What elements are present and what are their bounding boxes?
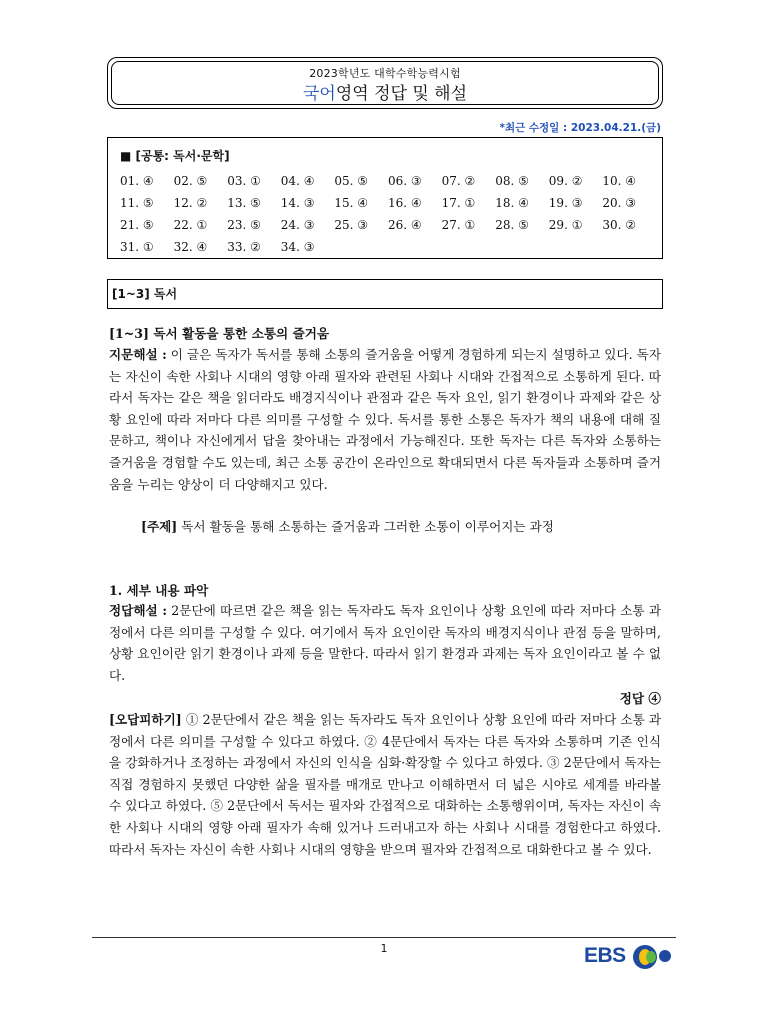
ebs-logo-text: EBS bbox=[584, 944, 626, 967]
answer-item: 03. ① bbox=[227, 174, 261, 188]
wrong-answer-label: [오답피하기] bbox=[109, 712, 182, 727]
answer-item: 22. ① bbox=[173, 218, 208, 232]
answer-item: 25. ③ bbox=[334, 218, 369, 232]
answer-item: 29. ① bbox=[548, 218, 583, 232]
answer-explanation bbox=[109, 600, 661, 686]
answer-item: 32. ④ bbox=[173, 240, 208, 254]
theme-text: 독서 활동을 통해 소통하는 즐거움과 그러한 소통이 이루어지는 과정 bbox=[177, 519, 554, 534]
footer-divider bbox=[92, 937, 676, 938]
theme-label: [주제] bbox=[141, 519, 178, 534]
answer-key-heading: ■ [공통: 독서·문학] bbox=[120, 149, 230, 163]
section-title: [1~3] 독서 bbox=[112, 287, 178, 301]
answer-item: 15. ④ bbox=[334, 196, 369, 210]
answer-item: 24. ③ bbox=[280, 218, 315, 232]
answer-item: 01. ④ bbox=[120, 174, 154, 188]
wrong-answer-text: ① 2문단에서 같은 책을 읽는 독자라도 독자 요인이나 상황 요인에 따라 저마다 소통 과정에서 다른 의미를 구성할 수 있다고 하였다. ② 4문단에서 독자는 다른 독자와 소통하며 기존 인식을 강화하거나 조정하는 과정에서 자신의 인식을 심화·확장할 수 있다고 하였다. ③ 2문단에서 독자는 직접 경험하지 못했던 다양한 삶을 필자를 매개로 만나고 이해하면서 더 넓은 시야로 세계를 바라볼 수 있다고 하였다. ⑤ 2문단에서 독서는 필자와 간접적으로 대화하는 소통행위이며, 독자는 자신이 속한 사회나 시대의 영향 아래 필자가 속해 있거나 드러내고자 하는 사회나 시대를 경험한다고 하였다. 따라서 독자는 자신이 속한 사회나 시대의 영향을 받으며 필자와 간접적으로 대화한다고 볼 수 있다. bbox=[109, 712, 661, 857]
answer-item: 23. ⑤ bbox=[227, 218, 261, 232]
answer-item: 05. ⑤ bbox=[334, 174, 369, 188]
explanation-text: 2문단에 따르면 같은 책을 읽는 독자라도 독자 요인이나 상황 요인에 따라 저마다 소통 과정에서 다른 의미를 구성할 수 있다. 여기에서 독자 요인이란 독자의 배경지식이나 관점 등을 말하며, 상황 요인이란 읽기 환경이나 과제 등을 말한다. 따라서 읽기 환경과 과제는 독자 요인이라고 볼 수 없다. bbox=[109, 603, 661, 683]
title-box bbox=[107, 57, 663, 109]
answer-item: 18. ④ bbox=[495, 196, 529, 210]
passage-title: [1~3] 독서 활동을 통한 소통의 즐거움 bbox=[109, 326, 330, 341]
answer-key-box bbox=[107, 137, 663, 259]
answer-item: 31. ① bbox=[120, 240, 154, 254]
section-header bbox=[107, 279, 663, 309]
wrong-answer-notes bbox=[109, 709, 661, 860]
answer-item: 11. ⑤ bbox=[120, 196, 154, 210]
answer-item: 26. ④ bbox=[388, 218, 422, 232]
correct-answer: 정답 ④ bbox=[619, 691, 661, 706]
answer-item: 17. ① bbox=[441, 196, 476, 210]
document-title bbox=[108, 79, 662, 104]
answer-item: 13. ⑤ bbox=[227, 196, 261, 210]
answer-item: 04. ④ bbox=[280, 174, 315, 188]
answer-item: 02. ⑤ bbox=[173, 174, 208, 188]
answer-item: 16. ④ bbox=[388, 196, 422, 210]
subject-name: 국어 bbox=[302, 84, 336, 104]
logo-circle-green-icon bbox=[646, 951, 656, 963]
answer-item: 27. ① bbox=[441, 218, 476, 232]
answer-item: 09. ② bbox=[548, 174, 583, 188]
answer-item: 30. ② bbox=[602, 218, 637, 232]
answer-item: 07. ② bbox=[441, 174, 476, 188]
exam-title: 2023학년도 대학수학능력시험 bbox=[309, 67, 461, 80]
page-number: 1 bbox=[380, 942, 388, 955]
answer-item: 19. ③ bbox=[548, 196, 583, 210]
answer-item: 12. ② bbox=[173, 196, 208, 210]
ebs-logo bbox=[584, 944, 684, 970]
document-title-rest: 영역 정답 및 해설 bbox=[335, 84, 468, 104]
commentary-text: 이 글은 독자가 독서를 통해 소통의 즐거움을 어떻게 경험하게 되는지 설명하고 있다. 독자는 자신이 속한 사회나 시대의 영향 아래 필자와 관련된 사회나 시대와 간접적으로 소통하게 된다. 따라서 독자는 같은 책을 읽더라도 배경지식이나 관점과 같은 독자 요인, 읽기 환경이나 과제와 같은 상황 요인에 따라 저마다 다른 의미를 구성할 수 있다. 독서를 통한 소통은 독자가 책의 내용에 대해 질문하고, 책이나 자신에게서 답을 찾아내는 과정에서 가능해진다. 또한 독자는 다른 독자와 소통하는 즐거움을 경험할 수도 있는데, 최근 소통 공간이 온라인으로 확대되면서 다른 독자들과 소통하며 즐거움을 누리는 양상이 더 다양해지고 있다. bbox=[109, 347, 661, 492]
answer-item: 06. ③ bbox=[388, 174, 422, 188]
question-title: 1. 세부 내용 파악 bbox=[109, 583, 209, 598]
commentary-label: 지문해설 : bbox=[109, 347, 167, 362]
answer-item: 14. ③ bbox=[280, 196, 315, 210]
answer-item: 21. ⑤ bbox=[120, 218, 154, 232]
answer-item: 34. ③ bbox=[280, 240, 315, 254]
answer-item: 33. ② bbox=[227, 240, 261, 254]
answer-item: 28. ⑤ bbox=[495, 218, 529, 232]
answer-item: 20. ③ bbox=[602, 196, 637, 210]
answer-item: 08. ⑤ bbox=[495, 174, 529, 188]
explanation-label: 정답해설 : bbox=[109, 603, 167, 618]
passage-commentary bbox=[109, 344, 661, 495]
passage-theme bbox=[141, 516, 554, 535]
logo-dot-icon bbox=[659, 950, 671, 962]
answer-item: 10. ④ bbox=[602, 174, 637, 188]
revision-date: *최근 수정일 : 2023.04.21.(금) bbox=[499, 122, 661, 134]
